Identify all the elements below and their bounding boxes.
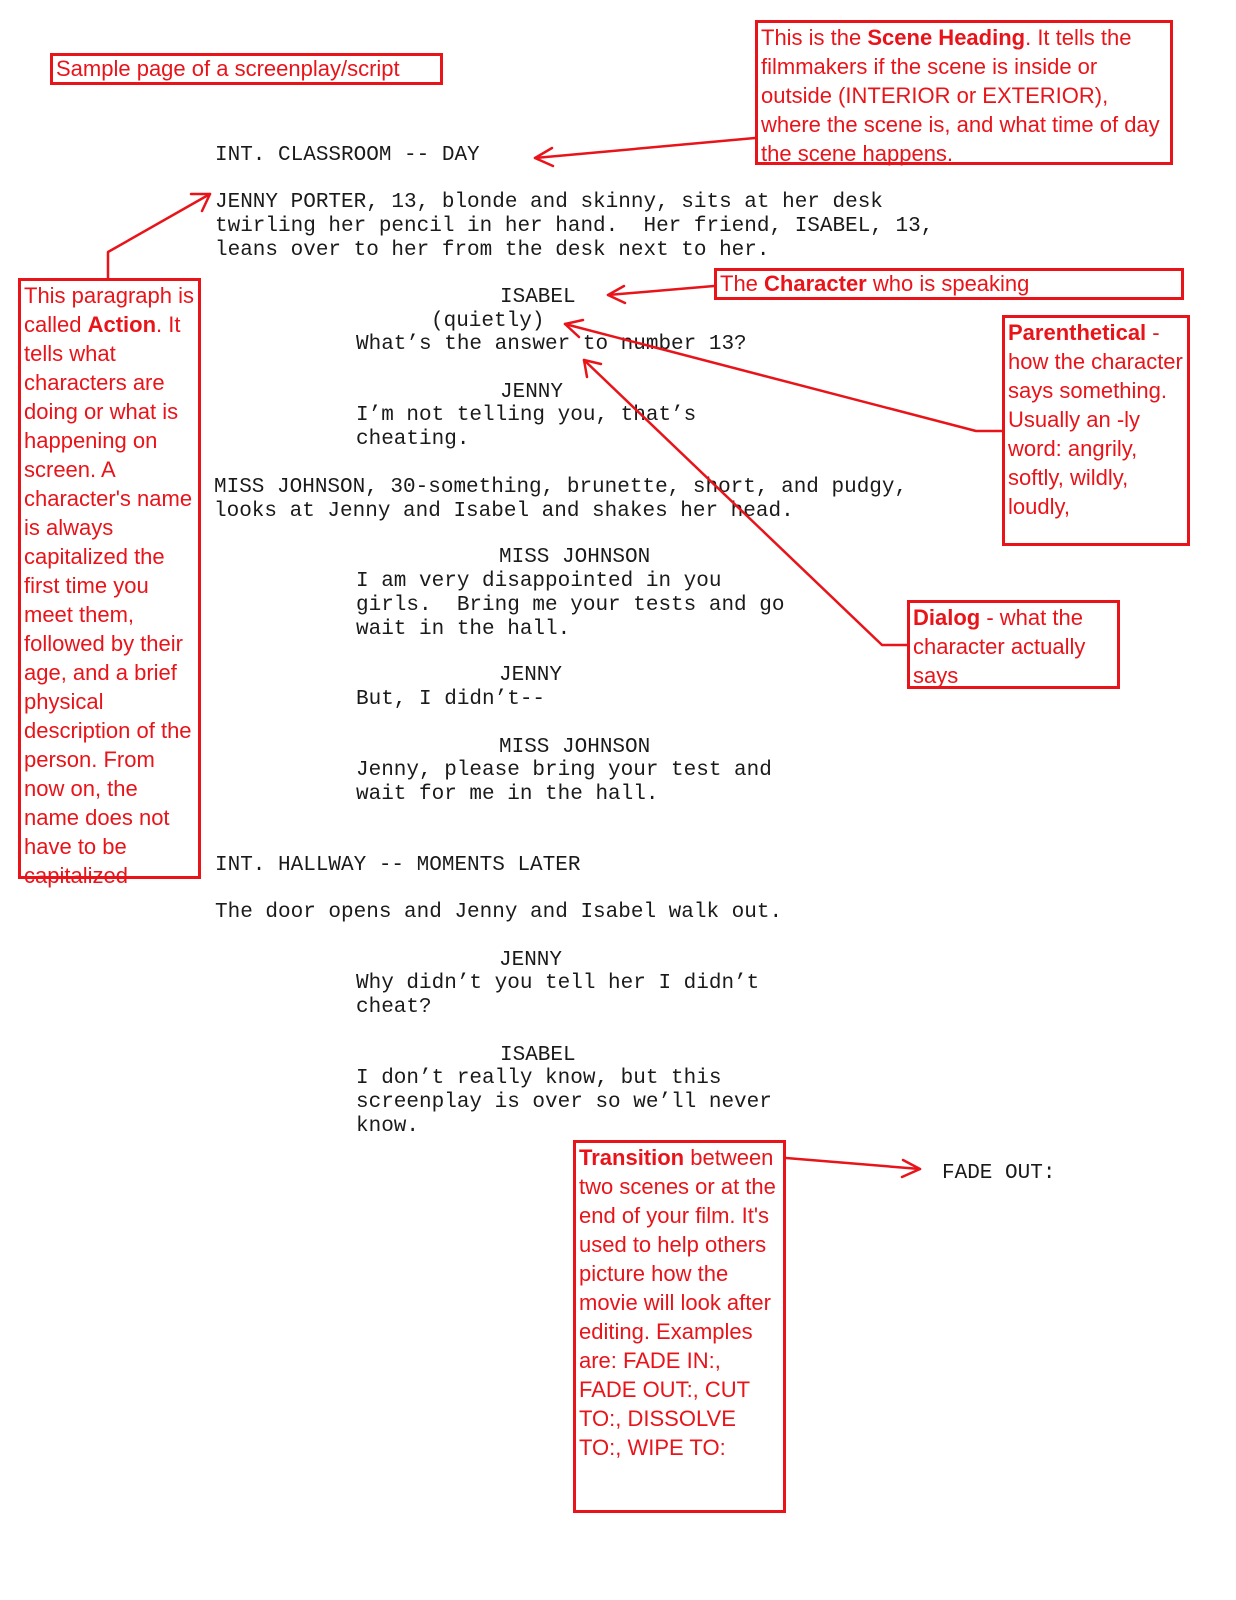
script-line: I don’t really know, but this: [356, 1067, 722, 1090]
dialog-4: [356, 688, 545, 712]
character-isabel-2: ISABEL: [500, 1044, 576, 1067]
transition-arrowhead: [902, 1160, 920, 1177]
action-note-bold: Action: [87, 312, 157, 337]
character-arrowhead: [608, 286, 625, 303]
script-line: Why didn’t you tell her I didn’t: [356, 972, 760, 995]
script-line: JENNY PORTER, 13, blonde and skinny, sits at her desk: [215, 191, 883, 214]
character-note-pre: The: [720, 271, 765, 296]
character-note: [714, 268, 1184, 300]
character-note-bold: Character: [764, 271, 867, 296]
dialog-7: [356, 1067, 772, 1139]
scene-heading-arrowhead: [535, 148, 553, 166]
script-line: girls. Bring me your tests and go: [356, 594, 785, 617]
dialog-1: [356, 333, 747, 357]
script-line: looks at Jenny and Isabel and shakes her head.: [214, 500, 794, 523]
action-arrow: [108, 194, 210, 278]
dialog-3: [356, 570, 784, 642]
dialog-note-bold: Dialog: [913, 605, 981, 630]
scene2-heading: INT. HALLWAY -- MOMENTS LATER: [215, 854, 581, 877]
title-note: [50, 53, 443, 85]
action-arrowhead: [191, 194, 210, 211]
character-miss-johnson-2: MISS JOHNSON: [499, 736, 651, 759]
character-arrow: [608, 286, 714, 295]
parenthetical-note-bold: Parenthetical: [1008, 320, 1147, 345]
action-2: [214, 476, 907, 524]
script-line: wait in the hall.: [356, 618, 571, 641]
transition-note: [573, 1140, 786, 1513]
script-line: Jenny, please bring your test and: [356, 759, 772, 782]
character-miss-johnson-1: MISS JOHNSON: [499, 546, 651, 569]
scene-heading-note: [755, 20, 1173, 165]
script-line: I am very disappointed in you: [356, 570, 722, 593]
dialog-arrowhead: [584, 360, 601, 377]
parenthetical-note-post: - how the character says something. Usually an -ly word: angrily, softly, wildly, loudly,: [1008, 320, 1183, 519]
script-line: screenplay is over so we’ll never: [356, 1091, 772, 1114]
character-isabel-1: ISABEL: [500, 286, 576, 309]
dialog-5: [356, 759, 772, 807]
dialog-note: [907, 600, 1120, 689]
transition-note-post: between two scenes or at the end of your film. It's used to help others picture how the movie will look after editing. Examples are: FADE IN:, FADE OUT:, CUT TO:, DISSOLVE TO:, WIPE TO:: [579, 1145, 776, 1460]
scene1-heading: INT. CLASSROOM -- DAY: [215, 144, 480, 167]
dialog-2: [356, 404, 696, 452]
action-note-pre: This paragraph is called: [24, 283, 194, 337]
script-line: wait for me in the hall.: [356, 783, 659, 806]
scene-heading-note-post: . It tells the filmmakers if the scene is inside or outside (INTERIOR or EXTERIOR), where the scene is, and what time of day the scene happens.: [761, 25, 1160, 166]
action-note: [18, 278, 201, 888]
scene-heading-note-pre: This is the: [761, 25, 868, 50]
title-note-text: Sample page of a screenplay/script: [56, 56, 400, 81]
script-line: I’m not telling you, that’s: [356, 404, 697, 427]
script-line: know.: [356, 1115, 420, 1138]
transition-note-bold: Transition: [579, 1145, 685, 1170]
character-jenny-3: JENNY: [499, 949, 563, 972]
script-line: cheat?: [356, 996, 432, 1019]
scene-heading-note-bold: Scene Heading: [867, 25, 1026, 50]
script-line: What’s the answer to number 13?: [356, 333, 747, 356]
character-jenny-2: JENNY: [499, 664, 563, 687]
script-line: But, I didn’t--: [356, 688, 546, 711]
script-line: MISS JOHNSON, 30-something, brunette, short, and pudgy,: [214, 476, 908, 499]
script-line: The door opens and Jenny and Isabel walk out.: [215, 901, 783, 924]
transition-fade-out: FADE OUT:: [942, 1162, 1056, 1185]
action-note-post: . It tells what characters are doing or what is happening on screen. A character's name is always capitalized the first time you meet them, followed by their age, and a brief physical description of the person. From now on, the name does not have to be capitalized: [24, 312, 193, 888]
script-line: cheating.: [356, 428, 470, 451]
character-note-post: who is speaking: [866, 271, 1030, 296]
dialog-note-post: - what the character actually says: [913, 605, 1086, 688]
parenthetical-note: [1002, 315, 1190, 546]
transition-arrow: [786, 1158, 920, 1169]
character-jenny-1: JENNY: [500, 381, 564, 404]
script-line: twirling her pencil in her hand. Her friend, ISABEL, 13,: [215, 215, 934, 238]
action-1: [215, 191, 933, 263]
scene-heading-arrow: [535, 138, 755, 158]
script-line: leans over to her from the desk next to her.: [215, 239, 770, 262]
action-3: [215, 901, 782, 925]
dialog-6: [356, 972, 759, 1020]
parenthetical-1: (quietly): [431, 310, 545, 333]
